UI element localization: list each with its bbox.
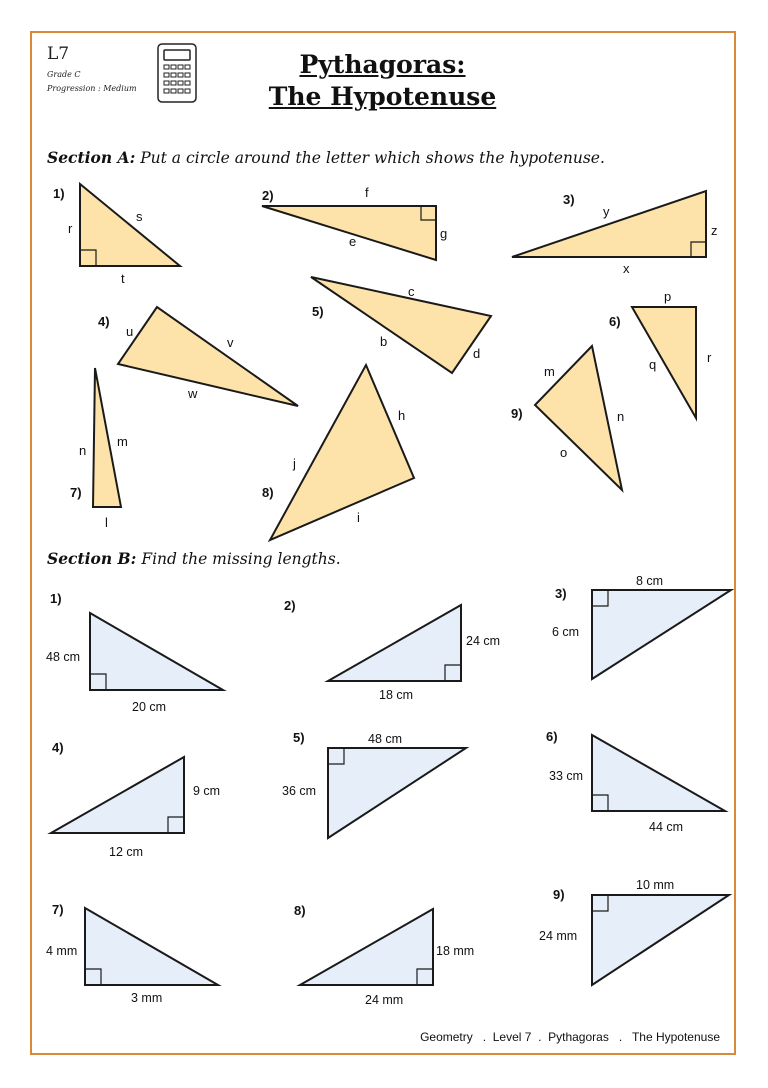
section-b-triangle-8 bbox=[300, 909, 433, 985]
a-q1-label-r: r bbox=[68, 221, 73, 236]
a-q6-label-q: q bbox=[649, 357, 657, 372]
b-q8-side-24mm: 24 mm bbox=[365, 993, 404, 1007]
b-q6-side-33cm: 33 cm bbox=[549, 769, 584, 783]
b-q7-side-3mm: 3 mm bbox=[131, 991, 163, 1005]
a-q9-number: 9) bbox=[511, 406, 523, 421]
a-q5-label-b: b bbox=[380, 334, 388, 349]
b-q4-side-9cm: 9 cm bbox=[193, 784, 221, 798]
section-a-triangle-8 bbox=[270, 365, 414, 540]
a-q9-label-m: m bbox=[544, 364, 555, 379]
b-q4-side-12cm: 12 cm bbox=[109, 845, 144, 859]
a-q6-label-p: p bbox=[664, 289, 672, 304]
b-q2-number: 2) bbox=[284, 598, 296, 613]
a-q3-number: 3) bbox=[563, 192, 575, 207]
section-b-triangle-6 bbox=[592, 735, 725, 811]
a-q4-number: 4) bbox=[98, 314, 110, 329]
a-q3-label-x: x bbox=[623, 261, 630, 276]
b-q6-number: 6) bbox=[546, 729, 558, 744]
a-q2-label-g: g bbox=[440, 226, 448, 241]
b-q7-number: 7) bbox=[52, 902, 64, 917]
section-b-triangle-3 bbox=[592, 590, 731, 679]
a-q7-label-m: m bbox=[117, 434, 128, 449]
section-b-triangle-7 bbox=[85, 908, 218, 985]
section-b-triangle-5 bbox=[328, 748, 466, 838]
section-a-triangle-5 bbox=[311, 277, 491, 373]
b-q8-number: 8) bbox=[294, 903, 306, 918]
a-q2-label-e: e bbox=[349, 234, 357, 249]
b-q1-side-48cm: 48 cm bbox=[46, 650, 81, 664]
b-q9-side-10mm: 10 mm bbox=[636, 878, 675, 892]
section-a-triangle-2 bbox=[262, 206, 436, 260]
page-title-line-2: The Hypotenuse bbox=[268, 82, 497, 111]
section-b-triangle-9 bbox=[592, 895, 729, 985]
footer-text: Geometry . Level 7 . Pythagoras . The Hypotenuse bbox=[420, 1030, 720, 1044]
a-q4-label-w: w bbox=[188, 386, 198, 401]
b-q5-number: 5) bbox=[293, 730, 305, 745]
section-a-triangle-3 bbox=[512, 191, 706, 257]
a-q1-number: 1) bbox=[53, 186, 65, 201]
a-q3-label-y: y bbox=[603, 204, 610, 219]
b-q9-side-24mm: 24 mm bbox=[539, 929, 578, 943]
section-a-triangle-6 bbox=[632, 307, 696, 418]
a-q1-label-t: t bbox=[121, 271, 125, 286]
a-q8-label-h: h bbox=[398, 408, 406, 423]
a-q7-label-l: l bbox=[105, 515, 108, 530]
section-b-triangle-1 bbox=[90, 613, 223, 690]
b-q5-side-36cm: 36 cm bbox=[282, 784, 317, 798]
section-b-title: Section B: bbox=[47, 549, 137, 568]
b-q3-side-6cm: 6 cm bbox=[552, 625, 580, 639]
a-q4-label-u: u bbox=[126, 324, 134, 339]
b-q7-side-4mm: 4 mm bbox=[46, 944, 78, 958]
section-a-title: Section A: bbox=[47, 148, 136, 167]
b-q8-side-18mm: 18 mm bbox=[436, 944, 475, 958]
grade-label: Grade C bbox=[47, 70, 81, 79]
b-q6-side-44cm: 44 cm bbox=[649, 820, 684, 834]
a-q8-label-j: j bbox=[293, 456, 296, 471]
a-q9-label-o: o bbox=[560, 445, 568, 460]
b-q4-number: 4) bbox=[52, 740, 64, 755]
a-q5-number: 5) bbox=[312, 304, 324, 319]
a-q6-number: 6) bbox=[609, 314, 621, 329]
progression-label: Progression : Medium bbox=[47, 84, 137, 93]
a-q5-label-d: d bbox=[473, 346, 481, 361]
a-q5-label-c: c bbox=[408, 284, 415, 299]
a-q6-label-r: r bbox=[707, 350, 712, 365]
b-q1-side-20cm: 20 cm bbox=[132, 700, 167, 714]
section-b-triangle-2 bbox=[328, 605, 461, 681]
b-q5-side-48cm: 48 cm bbox=[368, 732, 403, 746]
b-q9-number: 9) bbox=[553, 887, 565, 902]
b-q3-number: 3) bbox=[555, 586, 567, 601]
a-q2-label-f: f bbox=[365, 185, 369, 200]
section-a-triangle-4 bbox=[118, 307, 298, 406]
section-a-instruction: Put a circle around the letter which shows the hypotenuse. bbox=[140, 149, 605, 167]
section-b-triangle-4 bbox=[51, 757, 184, 833]
a-q9-label-n: n bbox=[617, 409, 625, 424]
b-q2-side-18cm: 18 cm bbox=[379, 688, 414, 702]
section-a-triangle-1 bbox=[80, 184, 180, 266]
a-q3-label-z: z bbox=[711, 223, 718, 238]
calculator-icon bbox=[158, 44, 196, 102]
a-q4-label-v: v bbox=[227, 335, 234, 350]
page-title-line-1: Pythagoras: bbox=[299, 50, 466, 79]
a-q8-number: 8) bbox=[262, 485, 274, 500]
a-q7-number: 7) bbox=[70, 485, 82, 500]
a-q8-label-i: i bbox=[357, 510, 360, 525]
section-b-instruction: Find the missing lengths. bbox=[141, 550, 341, 568]
a-q1-label-s: s bbox=[136, 209, 143, 224]
b-q3-side-8cm: 8 cm bbox=[636, 574, 664, 588]
a-q7-label-n: n bbox=[79, 443, 87, 458]
b-q2-side-24cm: 24 cm bbox=[466, 634, 501, 648]
b-q1-number: 1) bbox=[50, 591, 62, 606]
level-code: L7 bbox=[47, 44, 70, 64]
a-q2-number: 2) bbox=[262, 188, 274, 203]
